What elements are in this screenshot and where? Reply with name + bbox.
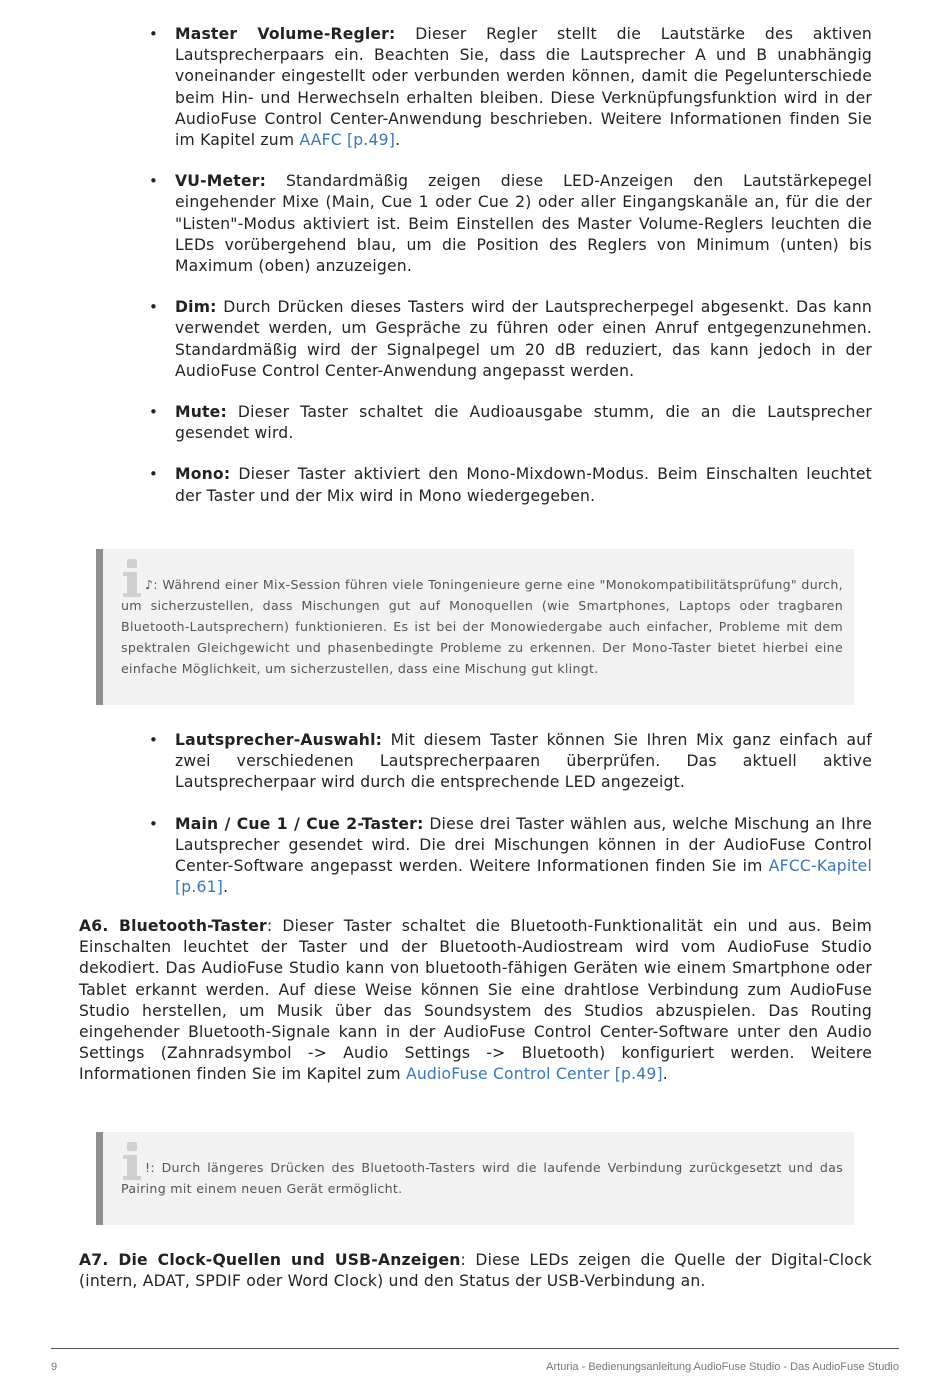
info-note-mono xyxy=(96,549,854,705)
section-heading: A7. Die Clock-Quellen und USB-Anzeigen xyxy=(79,1251,461,1269)
link-audiofuse-control-center[interactable]: AudioFuse Control Center [p.49] xyxy=(405,1065,663,1084)
section-text: : Dieser Taster schaltet die Bluetooth-Funktionalität ein und aus. Beim Einschalten leuchtet der Taster und der Bluetooth-Audiostream wird vom AudioFuse Studio dekodiert. Das AudioFuse Studio kann von bluetooth-fähigen Geräten wie einem Smartphone oder Tablet erkannt werden. Auf diese Weise können Sie eine drahtlose Verbindung zum AudioFuse Studio herstellen, um Musik über das Soundsystem des Studios abzuspielen. Das Routing eingehender Bluetooth-Signale kann in der AudioFuse Control Center-Software unter den Audio Settings (Zahnradsymbol -> Audio Settings -> Bluetooth) konfiguriert werden. Weitere Informationen finden Sie im Kapitel zum xyxy=(79,917,872,1084)
bullet-term: Master Volume-Regler: xyxy=(175,25,396,43)
bullet-term: Main / Cue 1 / Cue 2-Taster: xyxy=(175,814,424,833)
info-note-bluetooth xyxy=(96,1132,854,1225)
section-a7-clock xyxy=(79,1250,872,1292)
section-text-end: . xyxy=(662,1065,668,1084)
bullet-text-end: . xyxy=(395,131,401,150)
bullet-text: Dieser Taster aktiviert den Mono-Mixdown-Modus. Beim Einschalten leuchtet der Taster und der Mix wird in Mono wiedergegeben. xyxy=(175,465,872,505)
note-body: Durch längeres Drücken des Bluetooth-Tasters wird die laufende Verbindung zurückgesetzt und das Pairing mit einem neuen Gerät ermöglicht. xyxy=(121,1160,843,1196)
list-item xyxy=(149,402,872,444)
section-heading: A6. Bluetooth-Taster xyxy=(79,917,267,935)
link-afcc[interactable]: AFCC-Kapitel [p.61] xyxy=(175,857,872,897)
bullet-list-top xyxy=(149,24,872,507)
bullet-text: Mit diesem Taster können Sie Ihren Mix ganz einfach auf zwei verschiedenen Lautsprecherpaaren überprüfen. Das aktuell aktive Lautsprecherpaar wird durch die entsprechende LED angezeigt. xyxy=(175,731,872,792)
bullet-text: Standardmäßig zeigen diese LED-Anzeigen den Lautstärkepegel eingehender Mixe (Main, Cue 1 oder Cue 2) oder aller Eingangskanäle an, für die der "Listen"-Modus aktiviert ist. Beim Einstellen des Master Volume-Reglers leuchten die LEDs vorübergehend blau, um die Position des Reglers von Minimum (unten) bis Maximum (oben) anzuzeigen. xyxy=(175,172,872,276)
list-item xyxy=(149,814,872,899)
bullet-text: Dieser Taster schaltet die Audioausgabe stumm, die an die Lautsprecher gesendet wird. xyxy=(175,403,872,443)
bullet-text: Dieser Regler stellt die Lautstärke des aktiven Lautsprecherpaars ein. Beachten Sie, dass die Lautsprecher A und B unabhängig voneinander eingestellt oder verbunden werden können, damit die Pegelunterschiede beim Hin- und Herwechseln erhalten bleiben. Diese Verknüpfungsfunktion wird in der AudioFuse Control Center-Anwendung beschrieben. Weitere Informationen finden Sie im Kapitel zum xyxy=(175,25,872,150)
section-a6-bluetooth xyxy=(79,916,872,1086)
bullet-list-mid xyxy=(149,730,872,898)
bullet-term: Lautsprecher-Auswahl: xyxy=(175,731,383,749)
bullet-text-end: . xyxy=(223,878,229,897)
note-text xyxy=(121,574,843,679)
list-item xyxy=(149,24,872,151)
list-item xyxy=(149,730,872,794)
note-prefix: !: xyxy=(145,1160,162,1175)
section-text: : Diese LEDs zeigen die Quelle der Digital-Clock (intern, ADAT, SPDIF oder Word Clock) und den Status der USB-Verbindung an. xyxy=(79,1251,872,1291)
list-item xyxy=(149,297,872,382)
bullet-term: Dim: xyxy=(175,298,217,317)
list-item xyxy=(149,171,872,277)
bullet-term: Mono: xyxy=(175,465,231,484)
note-text xyxy=(121,1157,843,1199)
bullet-text: Diese drei Taster wählen aus, welche Mischung an Ihre Lautsprecher gesendet wird. Die drei Mischungen können in der AudioFuse Control Center-Software angepasst werden. Weitere Informationen finden Sie im xyxy=(175,814,872,876)
list-item xyxy=(149,464,872,506)
footer-divider xyxy=(51,1348,899,1349)
footer-title: Arturia - Bedienungsanleitung AudioFuse Studio - Das AudioFuse Studio xyxy=(546,1361,899,1373)
link-aafc[interactable]: AAFC [p.49] xyxy=(299,131,396,150)
bullet-term: Mute: xyxy=(175,403,227,422)
note-prefix: ♪: xyxy=(145,577,163,592)
bullet-term: VU-Meter: xyxy=(175,172,267,191)
bullet-text: Durch Drücken dieses Tasters wird der Lautsprecherpegel abgesenkt. Das kann verwendet werden, um Gespräche zu führen oder einen Anruf entgegenzunehmen. Standardmäßig wird der Signalpegel um 20 dB reduziert, das kann jedoch in der AudioFuse Control Center-Anwendung angepasst werden. xyxy=(175,298,872,380)
page-number: 9 xyxy=(51,1361,58,1373)
note-body: Während einer Mix-Session führen viele Toningenieure gerne eine "Monokompatibilitätsprüfung" durch, um sicherzustellen, dass Mischungen gut auf Monoquellen (wie Smartphones, Laptops oder tragbaren Bluetooth-Lautsprechern) funktionieren. Es ist bei der Monowiedergabe auch einfacher, Probleme mit dem spektralen Gleichgewicht und phasenbedingte Probleme zu erkennen. Der Mono-Taster bietet hierbei eine einfache Möglichkeit, um sicherzustellen, dass eine Mischung gut klingt. xyxy=(121,577,843,676)
